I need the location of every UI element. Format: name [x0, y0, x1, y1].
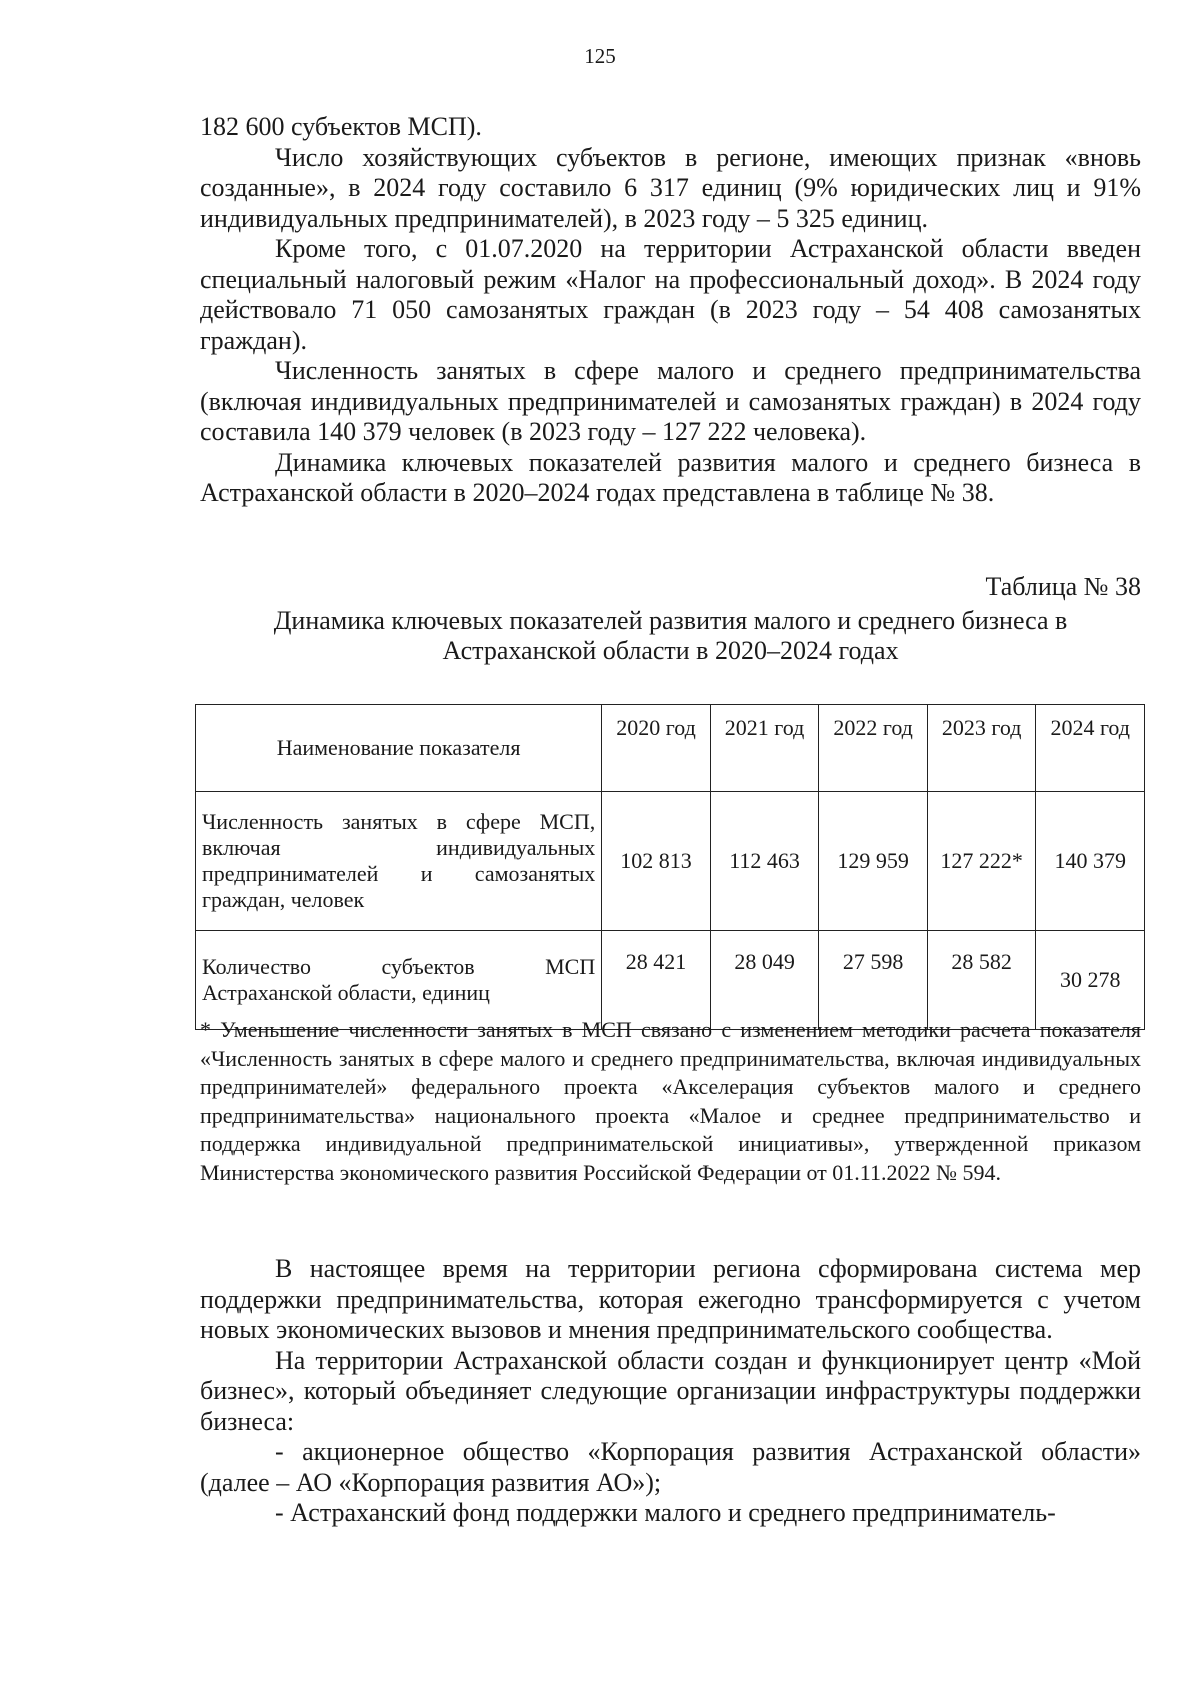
indicators-table — [195, 704, 1145, 1030]
bottom-text-block — [200, 1254, 1141, 1529]
cell-value: 129 959 — [819, 792, 928, 931]
page-number: 125 — [584, 44, 616, 68]
row-label: Численность занятых в сфере МСП, включая индивидуальных предпринимателей и самозанятых граждан, человек — [196, 792, 602, 931]
cell-value: 28 049 — [710, 931, 819, 1030]
header-year: 2024 год — [1036, 705, 1145, 792]
top-text-block — [200, 112, 1141, 509]
cell-value: 30 278 — [1036, 931, 1145, 1030]
header-year: 2020 год — [602, 705, 711, 792]
paragraph: На территории Астраханской области создан и функционирует центр «Мой бизнес», который объединяет следующие организации инфраструктуры поддержки бизнеса: — [200, 1345, 1141, 1436]
header-year: 2022 год — [819, 705, 928, 792]
table-title: Динамика ключевых показателей развития малого и среднего бизнеса в Астраханской области в 2020–2024 годах — [273, 605, 1068, 665]
header-year: 2023 год — [927, 705, 1036, 792]
paragraph: Число хозяйствующих субъектов в регионе, имеющих признак «вновь созданные», в 2024 году составило 6 317 единиц (9% юридических лиц и 91% индивидуальных предпринимателей), в 2023 году – 5 325 единиц. — [200, 142, 1141, 233]
paragraph: 182 600 субъектов МСП). — [200, 112, 482, 141]
list-item: - акционерное общество «Корпорация развития Астраханской области» (далее – АО «Корпорация развития АО»); — [200, 1437, 1141, 1497]
list-item: - Астраханский фонд поддержки малого и среднего предприниматель- — [275, 1498, 1056, 1527]
cell-value: 102 813 — [602, 792, 711, 931]
cell-value: 140 379 — [1036, 792, 1145, 931]
table-row — [196, 792, 1145, 931]
table-number: Таблица № 38 — [985, 572, 1141, 601]
row-label: Количество субъектов МСП Астраханской области, единиц — [196, 931, 602, 1030]
cell-value: 28 421 — [602, 931, 711, 1030]
header-year: 2021 год — [710, 705, 819, 792]
paragraph: Кроме того, с 01.07.2020 на территории Астраханской области введен специальный налоговый режим «Налог на профессиональный доход». В 2024 году действовало 71 050 самозанятых граждан (в 2023 году – 54 408 самозанятых граждан). — [200, 234, 1141, 355]
cell-value: 127 222* — [927, 792, 1036, 931]
cell-value: 27 598 — [819, 931, 928, 1030]
header-indicator-name: Наименование показателя — [196, 705, 602, 792]
table-caption — [200, 572, 1141, 667]
table-row — [196, 931, 1145, 1030]
paragraph: В настоящее время на территории региона сформирована система мер поддержки предпринимательства, которая ежегодно трансформируется с учетом новых экономических вызовов и мнения предпринимательского сообщества. — [200, 1254, 1141, 1344]
cell-value: 28 582 — [927, 931, 1036, 1030]
table-footnote: * Уменьшение численности занятых в МСП связано с изменением методики расчета показателя «Численность занятых в сфере малого и среднего предпринимательства, включая индивидуальных предпринимателей» федерального проекта «Акселерация субъектов малого и среднего предпринимательства» национального проекта «Малое и среднее предпринимательство и поддержка индивидуальной предпринимательской инициативы», утвержденной приказом Министерства экономического развития Российской Федерации от 01.11.2022 № 594. — [200, 1017, 1141, 1185]
paragraph: Динамика ключевых показателей развития малого и среднего бизнеса в Астраханской области в 2020–2024 годах представлена в таблице № 38. — [200, 447, 1141, 507]
cell-value: 112 463 — [710, 792, 819, 931]
paragraph: Численность занятых в сфере малого и среднего предпринимательства (включая индивидуальных предпринимателей и самозанятых граждан) в 2024 году составила 140 379 человек (в 2023 году – 127 222 человека). — [200, 356, 1141, 446]
table-header-row — [196, 705, 1145, 792]
